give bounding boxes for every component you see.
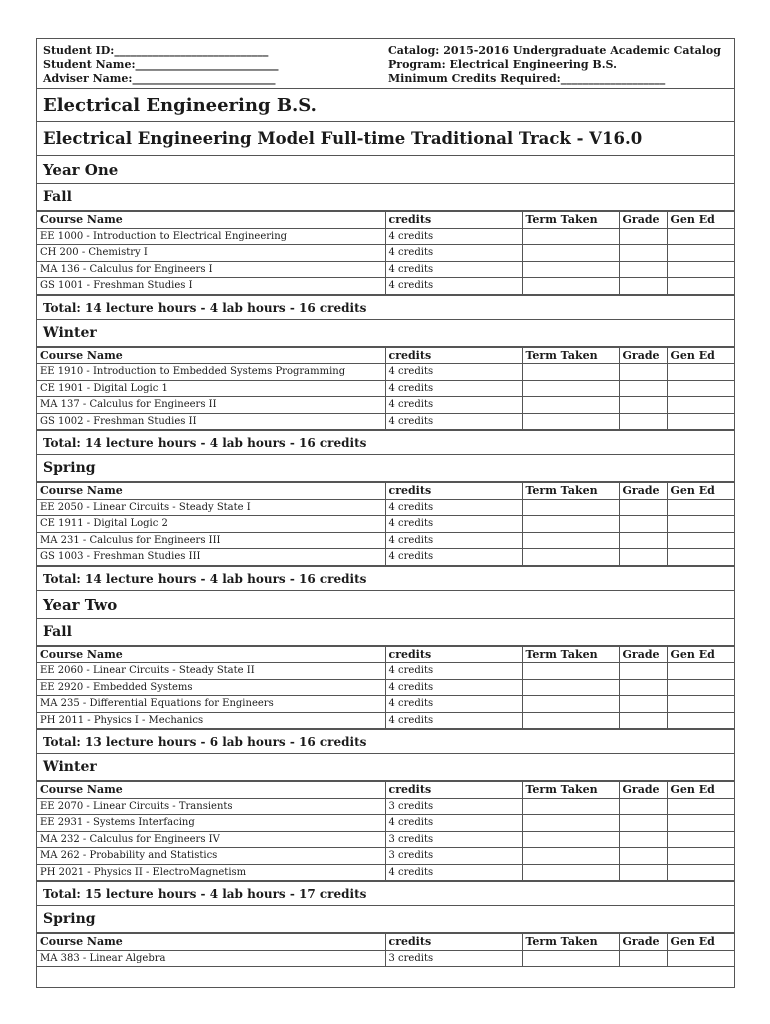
grade-cell[interactable] (619, 413, 667, 430)
term-taken-cell[interactable] (522, 364, 619, 381)
term-taken-cell[interactable] (522, 712, 619, 729)
column-header-grade: Grade (619, 646, 667, 663)
gen-ed-cell[interactable] (667, 663, 735, 680)
course-table (37, 211, 735, 295)
term-taken-cell[interactable] (522, 261, 619, 278)
term-total: Total: 15 lecture hours - 4 lab hours - 17 credits (37, 881, 734, 906)
column-header-gen-ed: Gen Ed (667, 782, 735, 799)
grade-cell[interactable] (619, 380, 667, 397)
grade-cell[interactable] (619, 679, 667, 696)
gen-ed-cell[interactable] (667, 831, 735, 848)
curriculum-sheet (36, 38, 735, 988)
gen-ed-cell[interactable] (667, 864, 735, 881)
course-row (37, 663, 735, 680)
column-header-term-taken: Term Taken (522, 782, 619, 799)
term-taken-cell[interactable] (522, 245, 619, 262)
student-name-field: Student Name:__________________________ (43, 58, 279, 71)
term-taken-cell[interactable] (522, 278, 619, 295)
term-heading: Spring (37, 906, 734, 933)
column-header-credits: credits (385, 347, 522, 364)
gen-ed-cell[interactable] (667, 364, 735, 381)
term-taken-cell[interactable] (522, 397, 619, 414)
column-header-gen-ed: Gen Ed (667, 934, 735, 951)
course-row (37, 950, 735, 967)
course-row (37, 679, 735, 696)
course-name-cell: MA 231 - Calculus for Engineers III (37, 532, 385, 549)
course-credits-cell: 4 credits (385, 516, 522, 533)
grade-cell[interactable] (619, 499, 667, 516)
curriculum-body (37, 156, 734, 967)
course-table (37, 646, 735, 730)
term-taken-cell[interactable] (522, 516, 619, 533)
catalog-field: Catalog: 2015-2016 Undergraduate Academic Catalog (388, 44, 721, 57)
term-taken-cell[interactable] (522, 413, 619, 430)
course-credits-cell: 3 credits (385, 831, 522, 848)
course-credits-cell: 4 credits (385, 549, 522, 566)
course-name-cell: MA 262 - Probability and Statistics (37, 848, 385, 865)
term-taken-cell[interactable] (522, 380, 619, 397)
course-row (37, 815, 735, 832)
term-taken-cell[interactable] (522, 532, 619, 549)
column-header-credits: credits (385, 782, 522, 799)
column-header-gen-ed: Gen Ed (667, 483, 735, 500)
gen-ed-cell[interactable] (667, 413, 735, 430)
grade-cell[interactable] (619, 663, 667, 680)
column-header-course-name: Course Name (37, 646, 385, 663)
column-header-gen-ed: Gen Ed (667, 347, 735, 364)
term-taken-cell[interactable] (522, 228, 619, 245)
gen-ed-cell[interactable] (667, 950, 735, 967)
track-title: Electrical Engineering Model Full-time Traditional Track - V16.0 (37, 122, 734, 156)
column-header-credits: credits (385, 934, 522, 951)
term-total: Total: 14 lecture hours - 4 lab hours - 16 credits (37, 430, 734, 455)
course-name-cell: MA 383 - Linear Algebra (37, 950, 385, 967)
course-name-cell: EE 2050 - Linear Circuits - Steady State I (37, 499, 385, 516)
year-heading: Year Two (37, 591, 734, 619)
course-credits-cell: 4 credits (385, 663, 522, 680)
course-row (37, 798, 735, 815)
column-header-course-name: Course Name (37, 934, 385, 951)
column-header-course-name: Course Name (37, 347, 385, 364)
course-name-cell: CE 1911 - Digital Logic 2 (37, 516, 385, 533)
gen-ed-cell[interactable] (667, 679, 735, 696)
course-credits-cell: 4 credits (385, 815, 522, 832)
gen-ed-cell[interactable] (667, 397, 735, 414)
column-header-grade: Grade (619, 212, 667, 229)
gen-ed-cell[interactable] (667, 696, 735, 713)
course-credits-cell: 4 credits (385, 413, 522, 430)
student-info-header (37, 39, 734, 89)
column-header-grade: Grade (619, 782, 667, 799)
gen-ed-cell[interactable] (667, 798, 735, 815)
course-row (37, 848, 735, 865)
term-heading: Winter (37, 754, 734, 781)
course-name-cell: GS 1003 - Freshman Studies III (37, 549, 385, 566)
column-header-term-taken: Term Taken (522, 347, 619, 364)
column-header-term-taken: Term Taken (522, 212, 619, 229)
term-taken-cell[interactable] (522, 679, 619, 696)
course-row (37, 278, 735, 295)
grade-cell[interactable] (619, 549, 667, 566)
course-row (37, 397, 735, 414)
course-name-cell: EE 1910 - Introduction to Embedded Systems Programming (37, 364, 385, 381)
course-credits-cell: 4 credits (385, 245, 522, 262)
course-table (37, 482, 735, 566)
column-header-gen-ed: Gen Ed (667, 646, 735, 663)
course-credits-cell: 3 credits (385, 798, 522, 815)
grade-cell[interactable] (619, 815, 667, 832)
term-total: Total: 14 lecture hours - 4 lab hours - 16 credits (37, 295, 734, 320)
grade-cell[interactable] (619, 397, 667, 414)
grade-cell[interactable] (619, 848, 667, 865)
course-row (37, 712, 735, 729)
course-name-cell: MA 136 - Calculus for Engineers I (37, 261, 385, 278)
term-taken-cell[interactable] (522, 864, 619, 881)
course-row (37, 228, 735, 245)
course-row (37, 516, 735, 533)
min-credits-field: Minimum Credits Required:___________________ (388, 72, 666, 85)
course-credits-cell: 4 credits (385, 679, 522, 696)
term-heading: Fall (37, 184, 734, 211)
page-title: Electrical Engineering B.S. (37, 89, 734, 122)
column-header-gen-ed: Gen Ed (667, 212, 735, 229)
grade-cell[interactable] (619, 864, 667, 881)
column-header-term-taken: Term Taken (522, 934, 619, 951)
term-total: Total: 14 lecture hours - 4 lab hours - 16 credits (37, 566, 734, 591)
student-id-field: Student ID:____________________________ (43, 44, 269, 57)
course-row (37, 549, 735, 566)
column-header-credits: credits (385, 212, 522, 229)
term-taken-cell[interactable] (522, 950, 619, 967)
course-credits-cell: 4 credits (385, 278, 522, 295)
course-row (37, 413, 735, 430)
course-row (37, 499, 735, 516)
grade-cell[interactable] (619, 712, 667, 729)
adviser-name-field: Adviser Name:__________________________ (43, 72, 276, 85)
course-table-header (37, 483, 735, 500)
course-credits-cell: 4 credits (385, 696, 522, 713)
term-taken-cell[interactable] (522, 663, 619, 680)
column-header-term-taken: Term Taken (522, 646, 619, 663)
course-credits-cell: 4 credits (385, 864, 522, 881)
column-header-course-name: Course Name (37, 212, 385, 229)
grade-cell[interactable] (619, 950, 667, 967)
term-taken-cell[interactable] (522, 696, 619, 713)
gen-ed-cell[interactable] (667, 278, 735, 295)
course-name-cell: EE 1000 - Introduction to Electrical Engineering (37, 228, 385, 245)
column-header-term-taken: Term Taken (522, 483, 619, 500)
term-taken-cell[interactable] (522, 815, 619, 832)
course-row (37, 364, 735, 381)
grade-cell[interactable] (619, 228, 667, 245)
grade-cell[interactable] (619, 516, 667, 533)
grade-cell[interactable] (619, 831, 667, 848)
course-table (37, 933, 735, 967)
course-credits-cell: 3 credits (385, 950, 522, 967)
course-credits-cell: 4 credits (385, 499, 522, 516)
course-credits-cell: 4 credits (385, 364, 522, 381)
course-table-header (37, 934, 735, 951)
column-header-grade: Grade (619, 347, 667, 364)
program-fields (388, 44, 721, 86)
course-row (37, 380, 735, 397)
gen-ed-cell[interactable] (667, 549, 735, 566)
column-header-grade: Grade (619, 483, 667, 500)
course-name-cell: PH 2011 - Physics I - Mechanics (37, 712, 385, 729)
course-name-cell: EE 2070 - Linear Circuits - Transients (37, 798, 385, 815)
course-row (37, 245, 735, 262)
course-credits-cell: 4 credits (385, 397, 522, 414)
grade-cell[interactable] (619, 696, 667, 713)
course-name-cell: CH 200 - Chemistry I (37, 245, 385, 262)
course-table-header (37, 646, 735, 663)
gen-ed-cell[interactable] (667, 848, 735, 865)
gen-ed-cell[interactable] (667, 532, 735, 549)
course-name-cell: GS 1001 - Freshman Studies I (37, 278, 385, 295)
student-fields (43, 44, 279, 86)
course-table (37, 347, 735, 431)
course-credits-cell: 4 credits (385, 228, 522, 245)
course-name-cell: EE 2060 - Linear Circuits - Steady State II (37, 663, 385, 680)
gen-ed-cell[interactable] (667, 380, 735, 397)
course-credits-cell: 4 credits (385, 532, 522, 549)
course-credits-cell: 4 credits (385, 380, 522, 397)
course-row (37, 261, 735, 278)
course-name-cell: EE 2931 - Systems Interfacing (37, 815, 385, 832)
course-credits-cell: 3 credits (385, 848, 522, 865)
course-name-cell: MA 137 - Calculus for Engineers II (37, 397, 385, 414)
course-name-cell: EE 2920 - Embedded Systems (37, 679, 385, 696)
gen-ed-cell[interactable] (667, 712, 735, 729)
column-header-course-name: Course Name (37, 483, 385, 500)
term-total: Total: 13 lecture hours - 6 lab hours - 16 credits (37, 729, 734, 754)
grade-cell[interactable] (619, 532, 667, 549)
course-table-header (37, 347, 735, 364)
gen-ed-cell[interactable] (667, 228, 735, 245)
column-header-grade: Grade (619, 934, 667, 951)
gen-ed-cell[interactable] (667, 261, 735, 278)
term-heading: Winter (37, 320, 734, 347)
term-heading: Spring (37, 455, 734, 482)
course-credits-cell: 4 credits (385, 261, 522, 278)
course-name-cell: MA 235 - Differential Equations for Engineers (37, 696, 385, 713)
gen-ed-cell[interactable] (667, 815, 735, 832)
course-name-cell: CE 1901 - Digital Logic 1 (37, 380, 385, 397)
course-table-header (37, 212, 735, 229)
course-name-cell: MA 232 - Calculus for Engineers IV (37, 831, 385, 848)
grade-cell[interactable] (619, 261, 667, 278)
grade-cell[interactable] (619, 798, 667, 815)
gen-ed-cell[interactable] (667, 516, 735, 533)
term-taken-cell[interactable] (522, 848, 619, 865)
term-heading: Fall (37, 619, 734, 646)
year-heading: Year One (37, 156, 734, 184)
term-taken-cell[interactable] (522, 798, 619, 815)
course-table-header (37, 782, 735, 799)
grade-cell[interactable] (619, 278, 667, 295)
term-taken-cell[interactable] (522, 831, 619, 848)
gen-ed-cell[interactable] (667, 245, 735, 262)
gen-ed-cell[interactable] (667, 499, 735, 516)
column-header-course-name: Course Name (37, 782, 385, 799)
course-row (37, 831, 735, 848)
column-header-credits: credits (385, 646, 522, 663)
course-credits-cell: 4 credits (385, 712, 522, 729)
course-row (37, 532, 735, 549)
course-table (37, 781, 735, 881)
grade-cell[interactable] (619, 245, 667, 262)
course-row (37, 696, 735, 713)
course-row (37, 864, 735, 881)
term-taken-cell[interactable] (522, 499, 619, 516)
term-taken-cell[interactable] (522, 549, 619, 566)
column-header-credits: credits (385, 483, 522, 500)
program-field: Program: Electrical Engineering B.S. (388, 58, 617, 71)
grade-cell[interactable] (619, 364, 667, 381)
course-name-cell: GS 1002 - Freshman Studies II (37, 413, 385, 430)
course-name-cell: PH 2021 - Physics II - ElectroMagnetism (37, 864, 385, 881)
